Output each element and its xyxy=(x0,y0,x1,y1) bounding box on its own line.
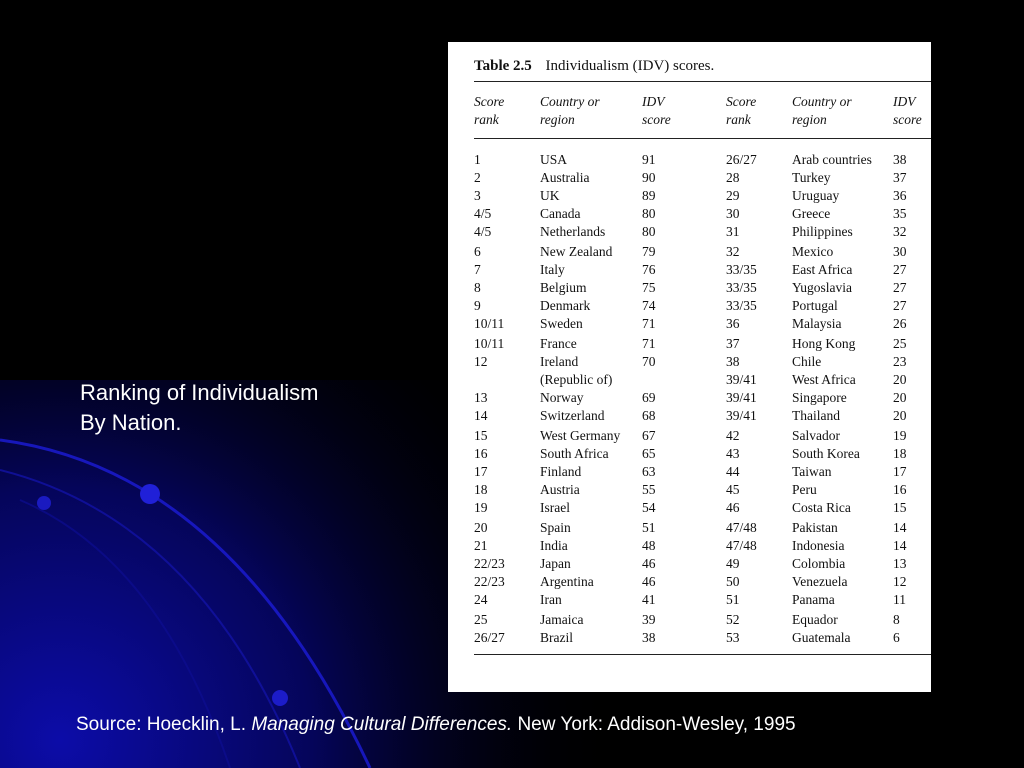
table-title xyxy=(474,58,714,75)
table-bottom-rule xyxy=(474,654,931,655)
left-country-cell: UK xyxy=(540,188,560,204)
table-number: Table 2.5 xyxy=(474,58,532,74)
left-score-cell: 71 xyxy=(642,316,656,332)
left-country-cell: Netherlands xyxy=(540,224,606,240)
left-rank-cell: 13 xyxy=(474,390,488,406)
left-rank-cell: 9 xyxy=(474,298,481,314)
left-rank-cell: 4/5 xyxy=(474,224,492,240)
left-score-cell: 54 xyxy=(642,500,656,516)
right-rank-cell: 33/35 xyxy=(726,280,757,296)
right-score-cell: 30 xyxy=(893,244,907,259)
table-caption: Individualism (IDV) scores. xyxy=(545,58,715,74)
table-header-rule xyxy=(474,138,931,139)
right-score-cell: 38 xyxy=(893,152,907,167)
left-rank-cell: 1 xyxy=(474,152,481,167)
header-score-rank-left xyxy=(474,93,504,129)
left-country-cell: Japan xyxy=(540,556,571,572)
right-rank-cell: 39/41 xyxy=(726,390,757,406)
left-country-cell: Sweden xyxy=(540,316,583,332)
left-rank-cell: 7 xyxy=(474,262,481,278)
right-rank-cell: 33/35 xyxy=(726,298,757,314)
right-rank-cell: 50 xyxy=(726,574,740,590)
right-score-cell: 26 xyxy=(893,316,907,332)
right-country-cell: Colombia xyxy=(792,556,846,572)
right-score-cell: 20 xyxy=(893,408,907,424)
left-rank-cell: 24 xyxy=(474,592,488,608)
left-rank-cell: 4/5 xyxy=(474,206,492,222)
right-country-cell: Costa Rica xyxy=(792,500,851,516)
right-country-cell: Taiwan xyxy=(792,464,832,480)
right-score-cell: 36 xyxy=(893,188,907,204)
right-rank-cell: 39/41 xyxy=(726,408,757,424)
left-score-cell: 51 xyxy=(642,520,656,535)
left-country-cell: Denmark xyxy=(540,298,591,314)
left-rank-cell: 8 xyxy=(474,280,481,296)
slide-caption xyxy=(80,378,318,438)
right-rank-cell: 47/48 xyxy=(726,538,757,554)
header-line: Score xyxy=(726,94,757,109)
right-score-cell: 27 xyxy=(893,280,907,296)
right-score-cell: 20 xyxy=(893,372,907,388)
right-country-cell: Uruguay xyxy=(792,188,840,204)
right-score-cell: 18 xyxy=(893,446,907,462)
left-score-cell: 48 xyxy=(642,538,656,554)
left-country-cell: West Germany xyxy=(540,428,621,443)
header-line: score xyxy=(642,112,671,127)
right-score-cell: 14 xyxy=(893,538,907,554)
left-rank-cell: 10/11 xyxy=(474,336,505,351)
left-score-cell: 80 xyxy=(642,206,656,222)
right-rank-cell: 36 xyxy=(726,316,740,332)
left-country-cell: Canada xyxy=(540,206,581,222)
source-prefix: Source: Hoecklin, L. xyxy=(76,714,252,735)
right-rank-cell: 39/41 xyxy=(726,372,757,388)
right-rank-cell: 30 xyxy=(726,206,740,222)
right-score-cell: 13 xyxy=(893,556,907,572)
left-country-cell: Spain xyxy=(540,520,571,535)
right-country-cell: Equador xyxy=(792,612,838,627)
right-rank-cell: 45 xyxy=(726,482,740,498)
left-score-cell: 75 xyxy=(642,280,656,296)
left-country-cell: New Zealand xyxy=(540,244,613,259)
left-score-cell: 68 xyxy=(642,408,656,424)
right-rank-cell: 43 xyxy=(726,446,740,462)
right-rank-cell: 28 xyxy=(726,170,740,186)
left-rank-cell: 16 xyxy=(474,446,488,462)
caption-line-2: By Nation. xyxy=(80,410,182,435)
right-rank-cell: 26/27 xyxy=(726,152,757,167)
left-rank-cell: 22/23 xyxy=(474,556,505,572)
header-line: score xyxy=(893,112,922,127)
right-score-cell: 11 xyxy=(893,592,906,608)
table-image xyxy=(448,42,931,692)
left-country-cell: (Republic of) xyxy=(540,372,613,388)
left-country-cell: Norway xyxy=(540,390,584,406)
header-line: Score xyxy=(474,94,505,109)
left-score-cell: 74 xyxy=(642,298,656,314)
left-score-cell: 76 xyxy=(642,262,656,278)
right-country-cell: Turkey xyxy=(792,170,831,186)
left-score-cell: 90 xyxy=(642,170,656,186)
left-score-cell: 79 xyxy=(642,244,656,259)
left-score-cell: 70 xyxy=(642,354,656,370)
right-score-cell: 27 xyxy=(893,262,907,278)
right-rank-cell: 37 xyxy=(726,336,740,351)
header-line: IDV xyxy=(893,94,916,109)
right-score-cell: 37 xyxy=(893,170,907,186)
header-line: rank xyxy=(474,112,499,127)
right-score-cell: 14 xyxy=(893,520,907,535)
left-country-cell: France xyxy=(540,336,577,351)
right-country-cell: Indonesia xyxy=(792,538,845,554)
left-country-cell: India xyxy=(540,538,568,554)
right-country-cell: Portugal xyxy=(792,298,838,314)
right-rank-cell: 44 xyxy=(726,464,740,480)
source-suffix: New York: Addison-Wesley, 1995 xyxy=(512,714,796,735)
header-line: Country or xyxy=(792,94,852,109)
left-rank-cell: 15 xyxy=(474,428,488,443)
left-country-cell: Austria xyxy=(540,482,580,498)
right-country-cell: Guatemala xyxy=(792,630,851,646)
right-rank-cell: 33/35 xyxy=(726,262,757,278)
left-rank-cell: 6 xyxy=(474,244,481,259)
header-idv-score-left xyxy=(642,93,671,129)
right-country-cell: Singapore xyxy=(792,390,847,406)
right-score-cell: 17 xyxy=(893,464,907,480)
right-country-cell: Chile xyxy=(792,354,822,370)
left-score-cell: 91 xyxy=(642,152,656,167)
right-country-cell: Panama xyxy=(792,592,835,608)
right-rank-cell: 53 xyxy=(726,630,740,646)
left-rank-cell: 22/23 xyxy=(474,574,505,590)
source-book-title: Managing Cultural Differences. xyxy=(251,714,513,735)
left-country-cell: Iran xyxy=(540,592,562,608)
right-rank-cell: 51 xyxy=(726,592,740,608)
left-score-cell: 41 xyxy=(642,592,656,608)
right-country-cell: Arab countries xyxy=(792,152,872,167)
right-country-cell: South Korea xyxy=(792,446,860,462)
left-score-cell: 46 xyxy=(642,574,656,590)
left-rank-cell: 25 xyxy=(474,612,488,627)
right-score-cell: 32 xyxy=(893,224,907,240)
left-score-cell: 46 xyxy=(642,556,656,572)
right-score-cell: 8 xyxy=(893,612,900,627)
right-country-cell: Philippines xyxy=(792,224,853,240)
left-country-cell: Ireland xyxy=(540,354,579,370)
left-rank-cell: 12 xyxy=(474,354,488,370)
header-line: IDV xyxy=(642,94,665,109)
right-rank-cell: 52 xyxy=(726,612,740,627)
header-line: rank xyxy=(726,112,751,127)
right-rank-cell: 47/48 xyxy=(726,520,757,535)
left-country-cell: Australia xyxy=(540,170,590,186)
header-line: region xyxy=(540,112,575,127)
left-country-cell: Argentina xyxy=(540,574,594,590)
left-score-cell: 38 xyxy=(642,630,656,646)
left-score-cell: 80 xyxy=(642,224,656,240)
right-country-cell: Thailand xyxy=(792,408,840,424)
left-rank-cell: 14 xyxy=(474,408,488,424)
right-score-cell: 19 xyxy=(893,428,907,443)
right-score-cell: 25 xyxy=(893,336,907,351)
left-rank-cell: 19 xyxy=(474,500,488,516)
right-score-cell: 6 xyxy=(893,630,900,646)
caption-line-1: Ranking of Individualism xyxy=(80,380,319,405)
left-country-cell: Brazil xyxy=(540,630,573,646)
left-rank-cell: 10/11 xyxy=(474,316,505,332)
source-citation xyxy=(76,714,796,736)
left-rank-cell: 21 xyxy=(474,538,488,554)
right-rank-cell: 49 xyxy=(726,556,740,572)
header-country-right xyxy=(792,93,852,129)
left-country-cell: Belgium xyxy=(540,280,587,296)
left-score-cell: 39 xyxy=(642,612,656,627)
right-score-cell: 23 xyxy=(893,354,907,370)
right-country-cell: Pakistan xyxy=(792,520,838,535)
right-country-cell: Yugoslavia xyxy=(792,280,852,296)
header-score-rank-right xyxy=(726,93,756,129)
left-score-cell: 89 xyxy=(642,188,656,204)
left-rank-cell: 3 xyxy=(474,188,481,204)
table-top-rule xyxy=(474,81,931,82)
right-country-cell: Peru xyxy=(792,482,817,498)
right-score-cell: 15 xyxy=(893,500,907,516)
right-score-cell: 35 xyxy=(893,206,907,222)
right-country-cell: Hong Kong xyxy=(792,336,856,351)
right-score-cell: 12 xyxy=(893,574,907,590)
left-score-cell: 65 xyxy=(642,446,656,462)
left-score-cell: 55 xyxy=(642,482,656,498)
left-rank-cell: 2 xyxy=(474,170,481,186)
right-score-cell: 16 xyxy=(893,482,907,498)
left-rank-cell: 17 xyxy=(474,464,488,480)
right-country-cell: Malaysia xyxy=(792,316,842,332)
header-idv-score-right xyxy=(893,93,922,129)
left-country-cell: Italy xyxy=(540,262,565,278)
right-rank-cell: 38 xyxy=(726,354,740,370)
right-rank-cell: 32 xyxy=(726,244,740,259)
left-country-cell: Israel xyxy=(540,500,570,516)
header-line: region xyxy=(792,112,827,127)
right-rank-cell: 46 xyxy=(726,500,740,516)
right-rank-cell: 29 xyxy=(726,188,740,204)
left-score-cell: 71 xyxy=(642,336,656,351)
left-score-cell: 63 xyxy=(642,464,656,480)
left-country-cell: South Africa xyxy=(540,446,609,462)
right-score-cell: 27 xyxy=(893,298,907,314)
left-country-cell: USA xyxy=(540,152,568,167)
right-rank-cell: 42 xyxy=(726,428,740,443)
header-line: Country or xyxy=(540,94,600,109)
right-country-cell: East Africa xyxy=(792,262,853,278)
left-country-cell: Finland xyxy=(540,464,582,480)
left-country-cell: Switzerland xyxy=(540,408,605,424)
right-country-cell: Salvador xyxy=(792,428,840,443)
right-country-cell: West Africa xyxy=(792,372,856,388)
left-rank-cell: 26/27 xyxy=(474,630,505,646)
right-rank-cell: 31 xyxy=(726,224,740,240)
header-country-left xyxy=(540,93,600,129)
left-rank-cell: 18 xyxy=(474,482,488,498)
left-rank-cell: 20 xyxy=(474,520,488,535)
left-score-cell: 69 xyxy=(642,390,656,406)
left-country-cell: Jamaica xyxy=(540,612,584,627)
right-country-cell: Venezuela xyxy=(792,574,848,590)
right-country-cell: Mexico xyxy=(792,244,834,259)
right-score-cell: 20 xyxy=(893,390,907,406)
right-country-cell: Greece xyxy=(792,206,831,222)
left-score-cell: 67 xyxy=(642,428,656,443)
